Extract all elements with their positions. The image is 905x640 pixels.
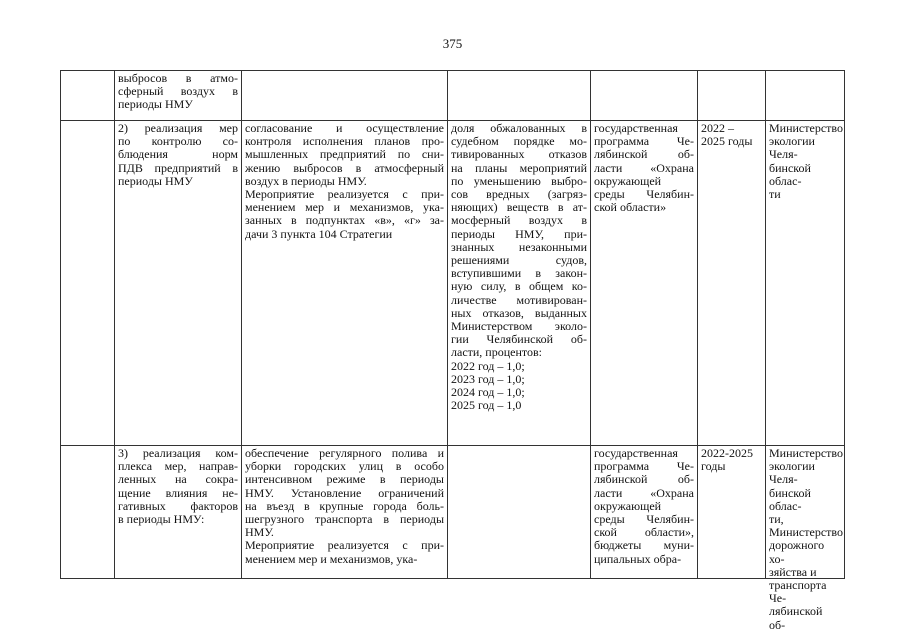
cell-line: гативных факторов — [118, 498, 238, 513]
cell-line: Министерством эколо- — [451, 319, 587, 334]
cell-line: Министерство — [769, 525, 843, 540]
cell-line: государственная — [594, 446, 678, 460]
cell-line: Мероприятие реализуется с при- — [245, 538, 444, 553]
cell-line: ных отказов, выданных — [451, 305, 587, 320]
cell-source — [591, 446, 698, 579]
cell-line: периоды НМУ, при- — [451, 226, 587, 241]
cell-line: годы — [701, 459, 726, 474]
table-row — [61, 121, 845, 446]
cell-measure — [242, 71, 448, 121]
cell-line: на планы мероприятий — [451, 160, 587, 175]
cell-line: ской области», — [594, 525, 694, 540]
cell-line: шегрузного транспорта в периоды — [245, 512, 444, 527]
cell-line: знанных незаконными — [451, 239, 587, 254]
cell-line: тивированных отказов — [451, 147, 587, 162]
table-row — [61, 446, 845, 579]
cell-line: 2025 годы — [701, 134, 753, 149]
cell-indicator — [448, 71, 591, 121]
cell-period — [698, 121, 766, 446]
cell-period — [698, 446, 766, 579]
cell-line: окружающей — [594, 498, 662, 513]
cell-line: 2024 год – 1,0; — [451, 385, 525, 400]
cell-line: доля обжалованных в — [451, 121, 587, 135]
cell-line: транспорта Че- — [769, 578, 827, 606]
cell-line: окружающей — [594, 173, 662, 188]
cell-line: 2022-2025 — [701, 446, 753, 460]
cell-line: зяйства и — [769, 564, 817, 579]
cell-line: ласти «Охрана — [594, 160, 694, 175]
cell-line: среды Челябин- — [594, 512, 694, 527]
cell-line: ленных на сокра- — [118, 472, 238, 487]
cell-line: 2025 год – 1,0 — [451, 398, 522, 413]
cell-line: менением мер и механизмов, ука- — [245, 551, 418, 566]
cell-line: Министерство — [769, 121, 843, 135]
cell-line: мышленных предприятий по сни- — [245, 147, 444, 162]
cell-executor — [766, 446, 845, 632]
cell-measure — [242, 121, 448, 446]
cell-number — [61, 446, 115, 579]
cell-line: менением мер и механизмов, ука- — [245, 200, 444, 215]
cell-line: обеспечение регулярного полива и — [245, 446, 444, 460]
cell-line: периоды НМУ — [118, 97, 193, 112]
cell-task — [115, 121, 242, 446]
cell-line: ципальных обра- — [594, 551, 682, 566]
cell-measure — [242, 446, 448, 579]
cell-line: 2023 год – 1,0; — [451, 371, 525, 386]
cell-line: жению выбросов в атмосферный — [245, 160, 444, 175]
cell-line: мосферный воздух в — [451, 213, 587, 228]
cell-line: экологии Челя- — [769, 134, 815, 162]
cell-line: по уменьшению выбро- — [451, 173, 587, 188]
cell-line: гии Челябинской об- — [451, 332, 587, 347]
cell-line: на въезд в крупные города боль- — [245, 498, 444, 513]
document-table — [60, 70, 845, 632]
cell-line: уборки городских улиц в особо — [245, 459, 444, 474]
cell-line: лябинской об- — [769, 604, 823, 632]
cell-line: бюджеты муни- — [594, 538, 694, 553]
cell-line: дачи 3 пункта 104 Стратегии — [245, 226, 393, 241]
cell-executor — [766, 121, 845, 446]
cell-line: личестве мотивирован- — [451, 292, 587, 307]
cell-line: вступившими в закон- — [451, 266, 587, 281]
cell-line: контроля исполнения планов про- — [245, 134, 444, 149]
cell-line: программа Че- — [594, 134, 694, 149]
cell-line: ти — [769, 187, 781, 202]
cell-line: Мероприятие реализуется с при- — [245, 187, 444, 202]
page-number: 375 — [442, 36, 463, 51]
cell-task — [115, 71, 242, 121]
cell-line: лябинской об- — [594, 147, 694, 162]
cell-line: экологии Челя- — [769, 459, 815, 487]
cell-line: в периоды НМУ: — [118, 512, 205, 527]
cell-line: судебном порядке мо- — [451, 134, 587, 149]
cell-indicator — [448, 446, 591, 579]
cell-line: согласование и осуществление — [245, 121, 444, 135]
cell-executor — [766, 71, 845, 121]
cell-line: 2022 – — [701, 121, 734, 135]
cell-line: няющих) веществ в ат- — [451, 200, 587, 215]
cell-line: ную силу, в общем ко- — [451, 279, 587, 294]
cell-line: дорожного хо- — [769, 538, 825, 566]
cell-line: ласти, процентов: — [451, 345, 542, 360]
cell-line: среды Челябин- — [594, 187, 694, 202]
cell-line: НМУ. — [245, 525, 274, 540]
table-row — [61, 71, 845, 121]
cell-number — [61, 121, 115, 446]
cell-line: Министерство — [769, 446, 843, 460]
cell-line: сферный воздух в — [118, 84, 238, 99]
cell-source — [591, 121, 698, 446]
cell-line: по контролю со- — [118, 134, 238, 149]
cell-line: периоды НМУ — [118, 173, 193, 188]
cell-line: ской области» — [594, 200, 667, 215]
cell-line: НМУ. Установление ограничений — [245, 485, 444, 500]
cell-line: интенсивном режиме в периоды — [245, 472, 444, 487]
cell-line: бинской облас- — [769, 160, 811, 188]
cell-line: плекса мер, направ- — [118, 459, 238, 474]
cell-line: 3) реализация ком- — [118, 446, 238, 460]
cell-indicator — [448, 121, 591, 446]
cell-line: воздух в периоды НМУ. — [245, 173, 367, 188]
cell-line: ПДВ предприятий в — [118, 160, 238, 175]
cell-source — [591, 71, 698, 121]
cell-line: решениями судов, — [451, 253, 587, 268]
cell-line: бинской облас- — [769, 485, 811, 513]
cell-task — [115, 446, 242, 579]
cell-period — [698, 71, 766, 121]
cell-number — [61, 71, 115, 121]
cell-line: блюдения норм — [118, 147, 238, 162]
cell-line: 2) реализация мер — [118, 121, 238, 135]
cell-line: 2022 год – 1,0; — [451, 358, 525, 373]
cell-line: государственная — [594, 121, 678, 135]
cell-line: лябинской об- — [594, 472, 694, 487]
cell-line: щение влияния не- — [118, 485, 238, 500]
cell-line: ти, — [769, 512, 784, 527]
cell-line: занных в подпунктах «в», «г» за- — [245, 213, 444, 228]
cell-line: сов вредных (загряз- — [451, 187, 587, 202]
cell-line: программа Че- — [594, 459, 694, 474]
cell-line: ласти «Охрана — [594, 485, 694, 500]
cell-line: выбросов в атмо- — [118, 71, 238, 85]
